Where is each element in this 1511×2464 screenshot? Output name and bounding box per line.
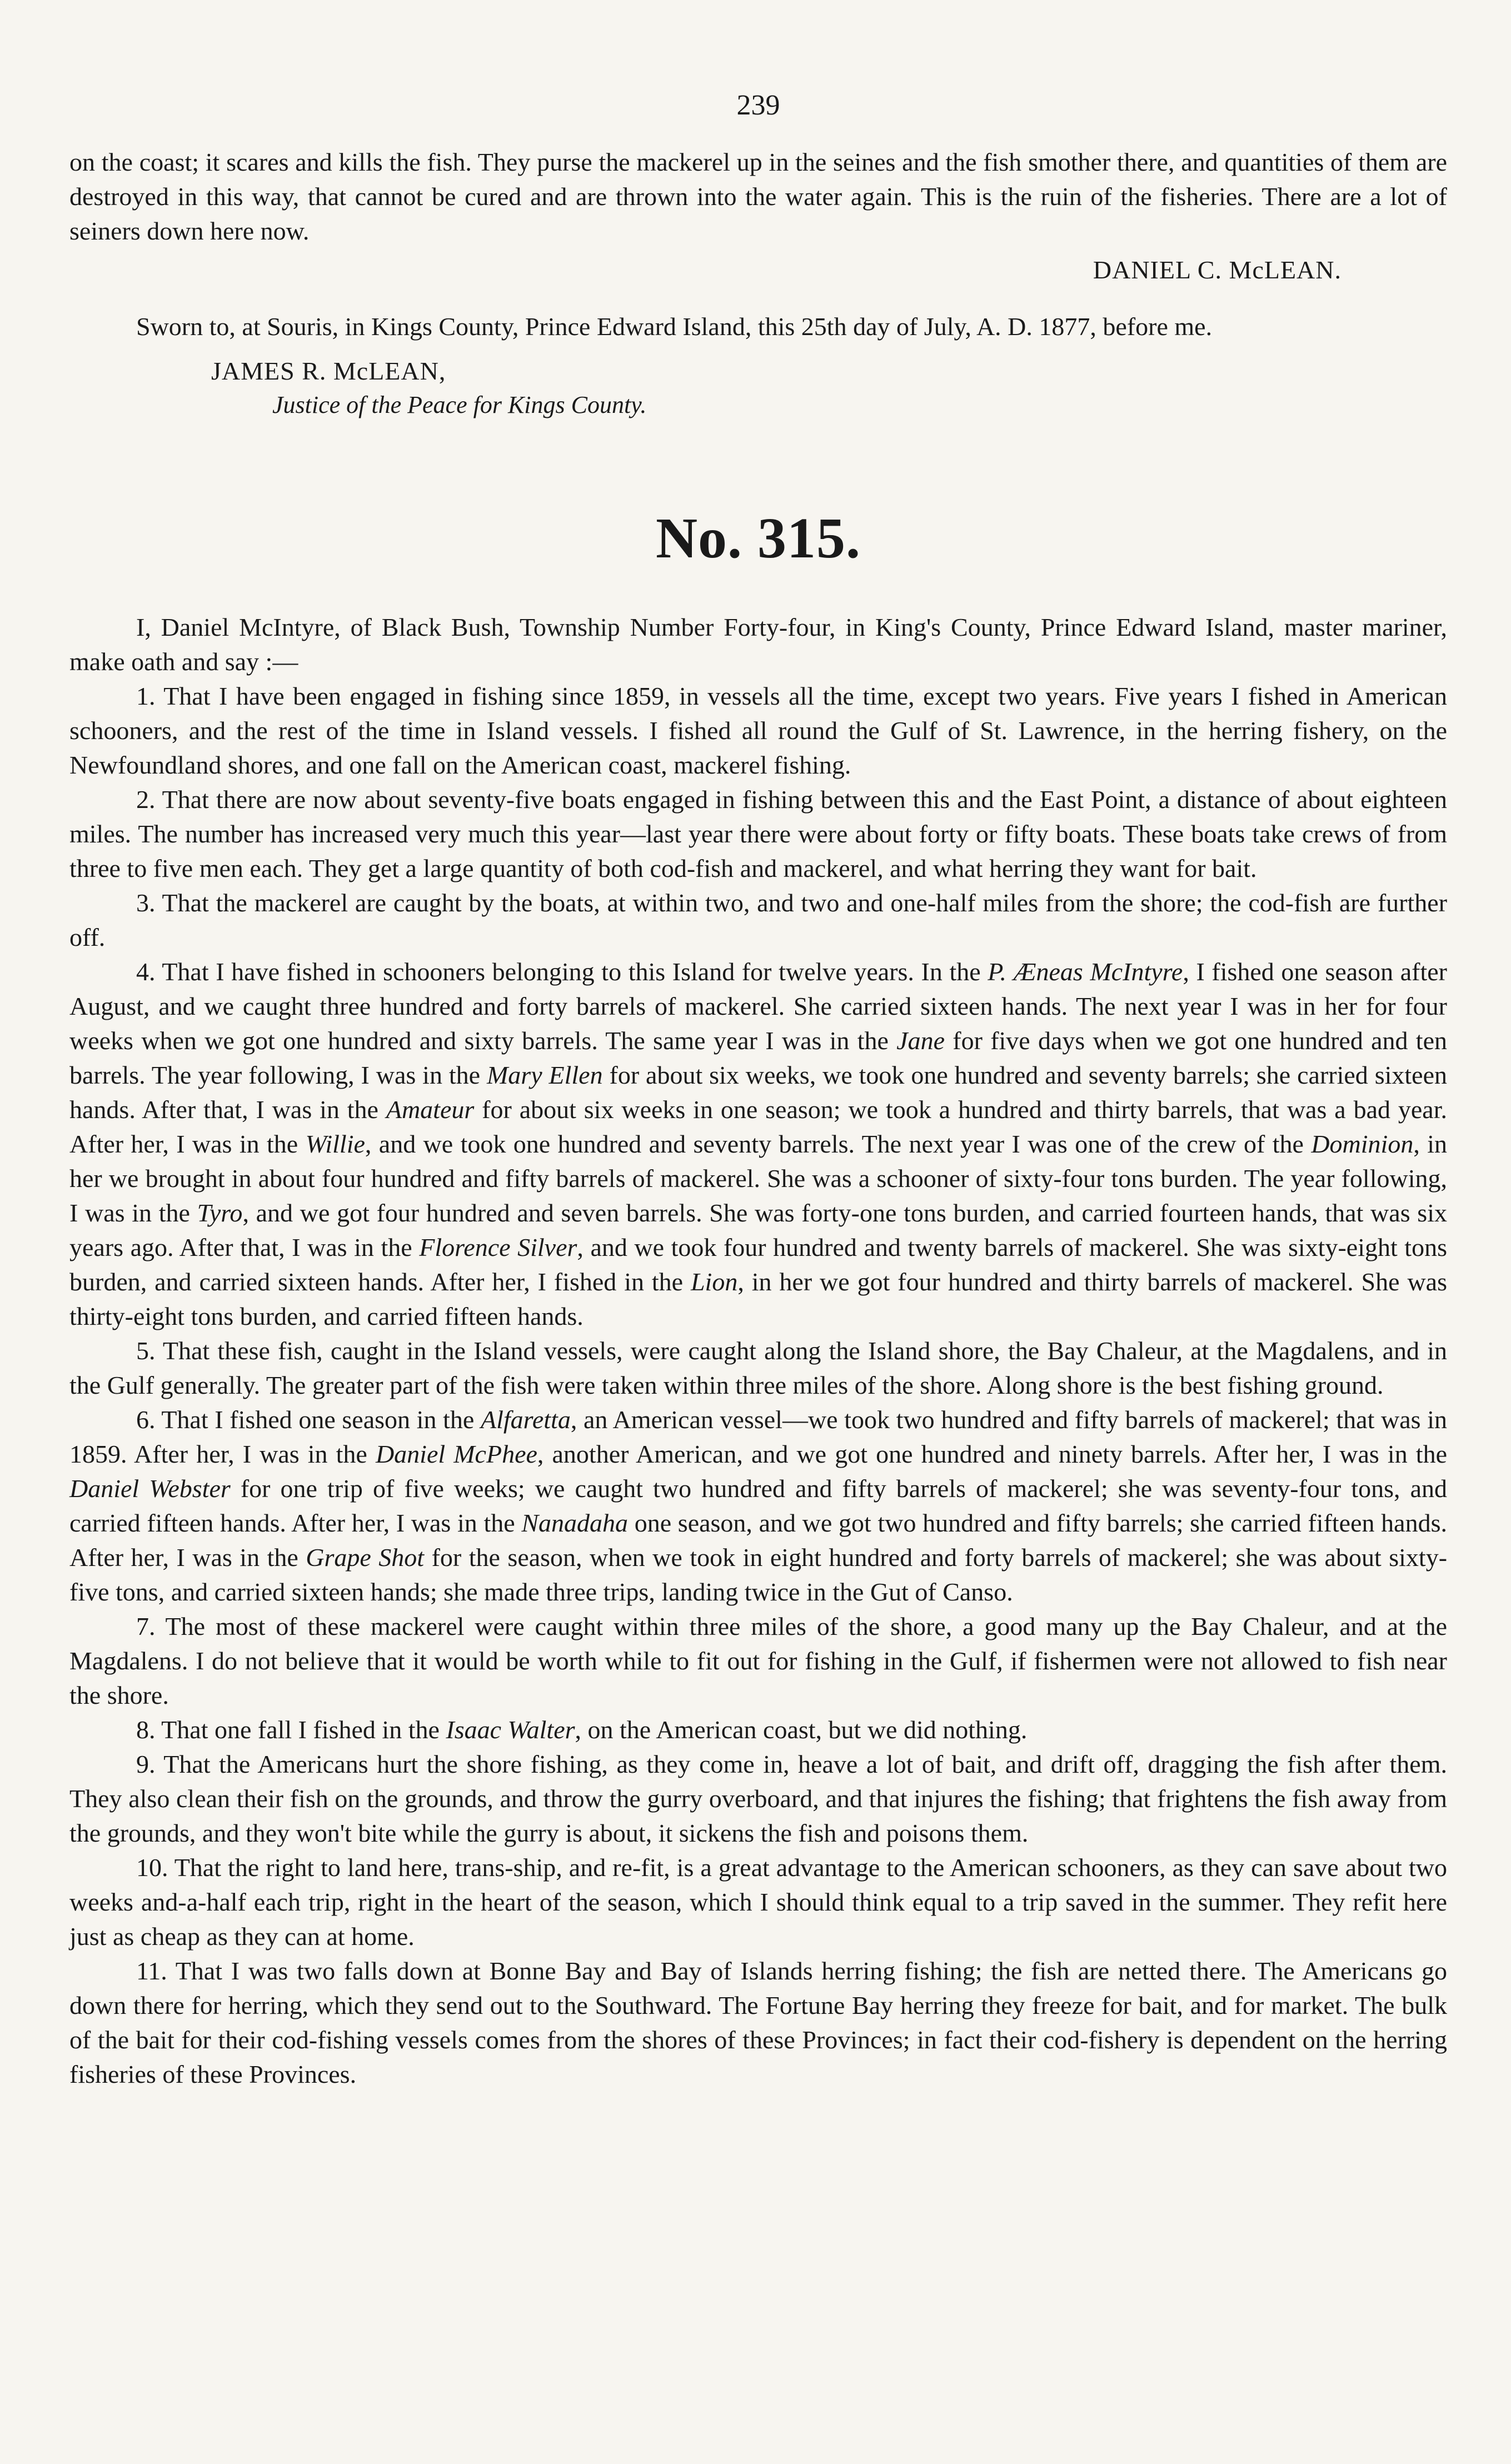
item-number: 7.: [136, 1612, 156, 1640]
numbered-item: [69, 1851, 1447, 1954]
item-text: That one fall I fished in the: [161, 1715, 446, 1744]
opening-paragraph: I, Daniel McIntyre, of Black Bush, Township Number Forty-four, in King's County, Prince Edward Island, master mariner, make oath and say :—: [69, 613, 1447, 676]
item-text: That these fish, caught in the Island vessels, were caught along the Island shore, the Bay Chaleur, at the Magdalens, and in the Gulf generally. The greater part of the fish were taken within three miles of the shore. Along shore is the best fishing ground.: [69, 1336, 1447, 1399]
item-text: , and we took one hundred and seventy barrels. The next year I was one of the crew of the: [365, 1130, 1311, 1158]
sworn-statement: Sworn to, at Souris, in Kings County, Prince Edward Island, this 25th day of July, A. D. 1877, before me.: [136, 312, 1213, 341]
numbered-item: [69, 1713, 1447, 1747]
item-number: 8.: [136, 1715, 156, 1744]
item-text: That there are now about seventy-five boats engaged in fishing between this and the East Point, a distance of about eighteen miles. The number has increased very much this year—last year there were about forty or fifty boats. These boats take crews of from three to five men each. They get a large quantity of both cod-fish and mackerel, and what herring they want for bait.: [69, 785, 1447, 882]
justice-title: Justice of the Peace for Kings County.: [272, 391, 647, 418]
item-number: 1.: [136, 682, 156, 710]
vessel-name: Daniel Webster: [69, 1474, 231, 1503]
numbered-item: [69, 1747, 1447, 1851]
vessel-name: Isaac Walter: [446, 1715, 575, 1744]
numbered-item: [69, 1334, 1447, 1403]
numbered-item: [69, 782, 1447, 886]
vessel-name: Willie: [305, 1130, 365, 1158]
item-text: , and we got four hundred and seven barrels. She was forty-one tons burden, and carried fourteen hands, that was six years ago. After that, I was in the: [69, 1199, 1447, 1261]
item-text: , in her we got four hundred and thirty barrels of mackerel. She was thirty-eight tons burden, and carried fifteen hands.: [69, 1268, 1447, 1330]
item-text: for about six weeks, we took one hundred and seventy barrels; she carried sixteen hands. After that, I was in the: [69, 1061, 1447, 1124]
numbered-item: [69, 679, 1447, 782]
item-text: That the right to land here, trans-ship, and re-fit, is a great advantage to the American schooners, as they can save about two weeks and-a-half each trip, right in the heart of the season, which I should think equal to a trip saved in the summer. They refit here just as cheap as they can at home.: [69, 1853, 1448, 1951]
item-number: 6.: [136, 1405, 156, 1434]
numbered-item: [69, 886, 1447, 955]
vessel-name: Amateur: [386, 1095, 475, 1124]
vessel-name: Daniel McPhee: [375, 1440, 537, 1468]
item-text: , in her we brought in about four hundred and fifty barrels of mackerel. She was a schooner of sixty-four tons burden. The year following, I was in the: [69, 1130, 1447, 1227]
item-number: 3.: [136, 889, 156, 917]
item-number: 10.: [136, 1853, 168, 1882]
justice-name: JAMES R. McLEAN,: [211, 357, 446, 385]
numbered-item: [69, 1954, 1447, 2092]
item-text: That I have fished in schooners belonging to this Island for twelve years. In the: [162, 957, 988, 986]
section-heading: No. 315.: [655, 506, 861, 570]
item-text: for about six weeks in one season; we took a hundred and thirty barrels, that was a bad year. After her, I was in the: [69, 1095, 1447, 1158]
vessel-name: Mary Ellen: [486, 1061, 603, 1089]
vessel-name: Lion: [690, 1268, 738, 1296]
vessel-name: Florence Silver: [419, 1233, 577, 1261]
vessel-name: Tyro: [197, 1199, 243, 1227]
numbered-item: [69, 1609, 1447, 1713]
item-text: That the mackerel are caught by the boats, at within two, and two and one-half miles from the shore; the cod-fish are further off.: [69, 889, 1448, 951]
numbered-item: [69, 1403, 1447, 1609]
item-text: , an American vessel—we took two hundred and fifty barrels of mackerel; that was in 1859. After her, I was in the: [69, 1405, 1448, 1468]
intro-paragraph: on the coast; it scares and kills the fish. They purse the mackerel up in the seines and the fish smother there, and quantities of them are destroyed in this way, that cannot be cured and are thrown into the water again. This is the ruin of the fisheries. There are a lot of seiners down here now.: [69, 148, 1447, 245]
vessel-name: P. Æneas McIntyre: [988, 957, 1183, 986]
vessel-name: Nanadaha: [521, 1509, 629, 1537]
item-number: 11.: [136, 1957, 167, 1985]
item-text: , I fished one season after August, and we caught three hundred and forty barrels of mackerel. She carried sixteen hands. The next year I was in her for four weeks when we got one hundred and sixty barrels. The same year I was in the: [69, 957, 1447, 1055]
item-text: That the Americans hurt the shore fishing, as they come in, heave a lot of bait, and drift off, dragging the fish after them. They also clean their fish on the grounds, and throw the gurry overboard, and that injures the fishing; that frightens the fish away from the grounds, and they won't bite while the gurry is about, it sickens the fish and poisons them.: [69, 1750, 1447, 1847]
page-number: 239: [736, 89, 780, 121]
numbered-items: [69, 679, 1447, 2092]
numbered-item: [69, 955, 1447, 1334]
item-number: 2.: [136, 785, 156, 814]
item-number: 5.: [136, 1336, 156, 1365]
vessel-name: Grape Shot: [306, 1543, 425, 1572]
item-text: The most of these mackerel were caught within three miles of the shore, a good many up the Bay Chaleur, and at the Magdalens. I do not believe that it would be worth while to fit out for fishing in the Gulf, if fishermen were not allowed to fish near the shore.: [69, 1612, 1447, 1709]
item-text: That I was two falls down at Bonne Bay and Bay of Islands herring fishing; the fish are netted there. The Americans go down there for herring, which they send out to the Southward. The Fortune Bay herring they freeze for bait, and for market. The bulk of the bait for their cod-fishing vessels comes from the shores of these Provinces; in fact their cod-fishery is dependent on the herring fisheries of these Provinces.: [69, 1957, 1447, 2088]
item-text: for five days when we got one hundred and ten barrels. The year following, I was in the: [69, 1026, 1447, 1089]
item-number: 9.: [136, 1750, 156, 1778]
vessel-name: Dominion: [1311, 1130, 1414, 1158]
item-text: That I fished one season in the: [161, 1405, 481, 1434]
item-text: That I have been engaged in fishing since 1859, in vessels all the time, except two years. Five years I fished in American schooners, and the rest of the time in Island vessels. I fished all round the Gulf of St. Lawrence, in the herring fishery, on the Newfoundland shores, and one fall on the American coast, mackerel fishing.: [69, 682, 1448, 779]
item-text: for one trip of five weeks; we caught two hundred and fifty barrels of mackerel; she was seventy-four tons, and carried fifteen hands. After her, I was in the: [69, 1474, 1447, 1537]
item-number: 4.: [136, 957, 156, 986]
vessel-name: Jane: [896, 1026, 945, 1055]
vessel-name: Alfaretta: [480, 1405, 571, 1434]
signature-name: DANIEL C. McLEAN.: [1093, 256, 1342, 284]
item-text: one season, and we got two hundred and fifty barrels; she carried fifteen hands. After her, I was in the: [69, 1509, 1447, 1572]
item-text: , on the American coast, but we did nothing.: [575, 1715, 1028, 1744]
item-text: for the season, when we took in eight hundred and forty barrels of mackerel; she was about sixty-five tons, and carried sixteen hands; she made three trips, landing twice in the Gut of Canso.: [69, 1543, 1448, 1606]
item-text: , and we took four hundred and twenty barrels of mackerel. She was sixty-eight tons burden, and carried sixteen hands. After her, I fished in the: [69, 1233, 1447, 1296]
item-text: , another American, and we got one hundred and ninety barrels. After her, I was in the: [537, 1440, 1447, 1468]
